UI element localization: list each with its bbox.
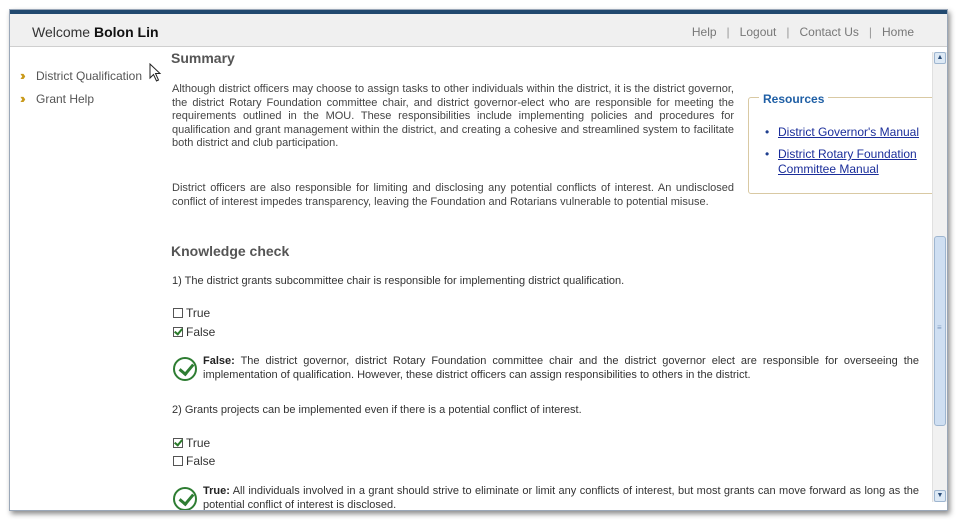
option-label: True <box>186 435 211 450</box>
district-rotary-foundation-committee-manual-link[interactable]: District Rotary Foundation Committee Manual <box>778 147 917 176</box>
help-link[interactable]: Help <box>691 25 717 39</box>
summary-heading: Summary <box>171 50 235 66</box>
app-window <box>9 9 948 511</box>
triangle-down-icon: ▼ <box>936 492 944 499</box>
logout-link[interactable]: Logout <box>739 25 777 39</box>
question-2-option-true[interactable] <box>173 435 210 450</box>
checkbox-checked[interactable] <box>173 438 183 448</box>
welcome-prefix: Welcome <box>32 24 91 40</box>
answer-explanation <box>203 485 919 510</box>
question-2-option-false[interactable] <box>173 453 215 468</box>
sidebar-item-district-qualification[interactable] <box>20 68 170 91</box>
top-nav: Help | Logout | Contact Us | Home <box>691 25 914 39</box>
contact-us-link[interactable]: Contact Us <box>799 25 859 39</box>
district-governors-manual-link[interactable]: District Governor's Manual <box>778 125 919 139</box>
answer-body: The district governor, district Rotary Foundation committee chair and the district governor elect are responsible for overseeing the implementation of qualification. However, these district officers can assign responsibilities to others in the district. <box>203 355 919 381</box>
question-1-option-true[interactable] <box>173 305 210 320</box>
double-chevron-right-icon: ›› <box>20 68 23 83</box>
option-label: False <box>186 453 216 468</box>
user-name: Bolon Lin <box>93 24 159 40</box>
sidebar-item-grant-help[interactable] <box>20 91 170 114</box>
summary-paragraph-2: District officers are also responsible for limiting and disclosing any potential conflicts of interest. An undisclosed conflict of interest impedes transparency, leaving the Foundation and Rotarians vulnerable to potential misuse. <box>172 182 734 208</box>
check-circle-icon <box>173 487 197 510</box>
checkbox[interactable] <box>173 456 183 466</box>
page-header <box>10 14 947 47</box>
double-chevron-right-icon: ›› <box>20 91 23 106</box>
welcome-message <box>32 24 159 40</box>
checkbox-checked[interactable] <box>173 327 183 337</box>
list-item <box>765 147 930 177</box>
triangle-up-icon: ▲ <box>936 54 944 61</box>
home-link[interactable]: Home <box>881 25 914 39</box>
vertical-scrollbar[interactable] <box>932 52 947 502</box>
question-1-option-false[interactable] <box>173 324 215 339</box>
mouse-cursor-icon <box>149 63 163 83</box>
list-item <box>765 125 930 140</box>
main-content <box>170 47 935 510</box>
question-2-answer <box>173 485 933 510</box>
checkbox[interactable] <box>173 308 183 318</box>
answer-label: False: <box>203 355 235 367</box>
question-1-answer <box>173 355 933 382</box>
scroll-down-button[interactable] <box>934 490 946 502</box>
check-circle-icon <box>173 357 197 381</box>
scrollbar-thumb[interactable] <box>934 236 946 426</box>
knowledge-check-heading: Knowledge check <box>171 243 290 259</box>
scroll-up-button[interactable] <box>934 52 946 64</box>
resources-box <box>748 92 935 194</box>
option-label: False <box>186 324 216 339</box>
resources-title: Resources <box>759 92 828 106</box>
question-1-text: 1) The district grants subcommittee chair is responsible for implementing district qualification. <box>172 275 625 287</box>
summary-paragraph-1: Although district officers may choose to assign tasks to other individuals within the district, it is the district governor, the district Rotary Foundation committee chair, and district governor-elect who are responsible for meeting the requirements outlined in the MOU. These responsibilities include implementing policies and procedures for qualification and grant management within the district, and creating a cohesive and streamlined system to facilitate both district and club participation. <box>172 83 734 149</box>
sidebar-item-label: Grant Help <box>36 92 95 106</box>
question-2-text: 2) Grants projects can be implemented even if there is a potential conflict of interest. <box>172 404 582 416</box>
answer-label: True: <box>203 485 230 497</box>
resources-list <box>765 125 930 184</box>
answer-body: All individuals involved in a grant should strive to eliminate or limit any conflicts of interest, but most grants can move forward as long as the potential conflict of interest is disclosed. <box>203 485 919 510</box>
sidebar-item-label: District Qualification <box>36 69 143 83</box>
sidebar <box>20 68 170 114</box>
answer-explanation <box>203 355 919 382</box>
option-label: True <box>186 305 211 320</box>
